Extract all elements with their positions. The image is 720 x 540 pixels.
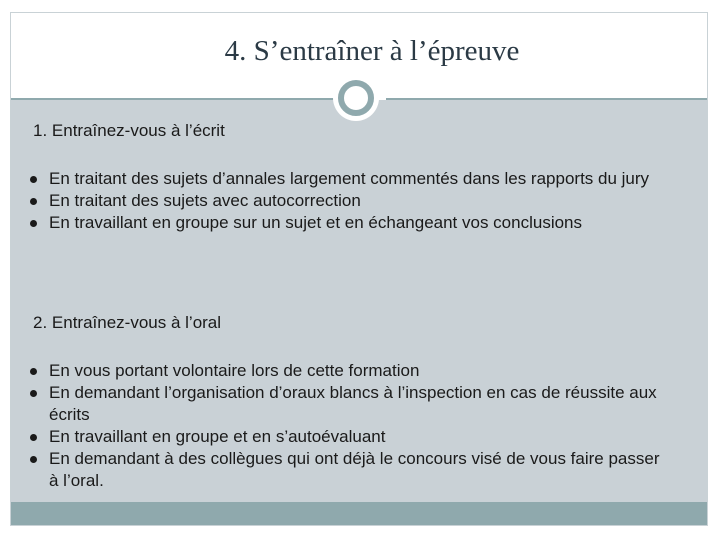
bullet-icon [30, 390, 37, 397]
title-divider-right [386, 98, 707, 100]
list-item-text: En vous portant volontaire lors de cette formation [49, 361, 420, 380]
title-divider-left [11, 98, 336, 100]
section-heading-oral: 2. Entraînez-vous à l’oral [33, 313, 222, 332]
bullet-icon [30, 198, 37, 205]
list-item [29, 190, 689, 212]
footer-bar [11, 502, 707, 525]
bullet-list-written [29, 168, 689, 234]
list-item-text: En travaillant en groupe sur un sujet et en échangeant vos conclusions [49, 213, 583, 232]
bullet-list-oral [29, 360, 669, 492]
bullet-icon [30, 220, 37, 227]
bullet-icon [30, 368, 37, 375]
list-item [29, 168, 689, 190]
list-item [29, 212, 689, 234]
bullet-icon [30, 456, 37, 463]
list-item-text: En traitant des sujets avec autocorrection [49, 191, 361, 210]
divider-circle-icon [338, 80, 374, 116]
list-item-text: En travaillant en groupe et en s’autoévaluant [49, 427, 386, 446]
bullet-icon [30, 176, 37, 183]
bullet-icon [30, 434, 37, 441]
list-item-text: En traitant des sujets d’annales largement commentés dans les rapports du jury [49, 169, 650, 188]
slide-title: 4. S’entraîner à l’épreuve [224, 35, 520, 67]
section-heading-written: 1. Entraînez-vous à l’écrit [33, 121, 225, 140]
list-item-text: En demandant l’organisation d’oraux blancs à l’inspection en cas de réussite aux écrits [49, 383, 657, 424]
list-item [29, 448, 669, 492]
list-item [29, 382, 669, 426]
list-item [29, 426, 669, 448]
list-item [29, 360, 669, 382]
list-item-text: En demandant à des collègues qui ont déjà le concours visé de vous faire passer à l’oral. [49, 449, 660, 490]
